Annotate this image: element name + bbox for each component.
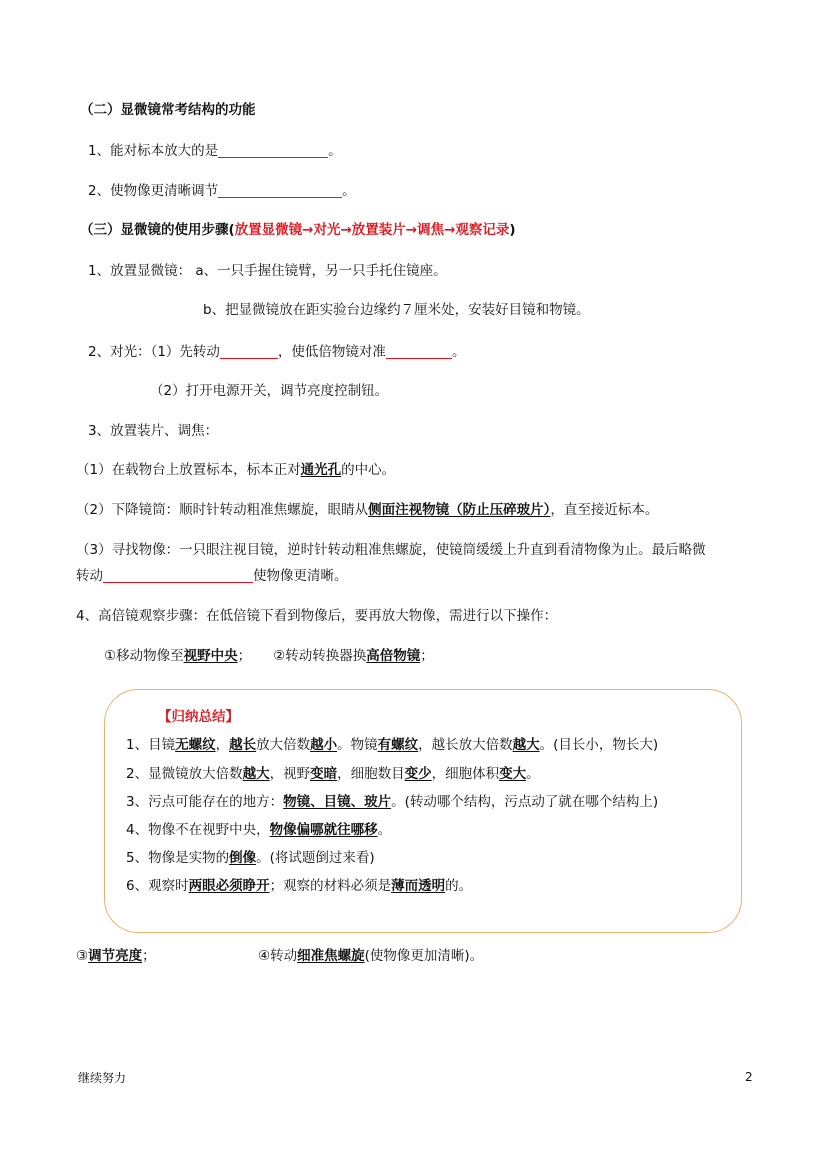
summary-title: 【归纳总结】 — [158, 709, 239, 725]
summary-1-keyword: 越长 — [229, 737, 257, 753]
op-3-end: ； — [142, 948, 156, 964]
question-1-end: 。 — [328, 143, 342, 159]
summary-1-keyword: 无螺纹 — [175, 737, 216, 753]
question-2-end: 。 — [342, 183, 356, 199]
op-4 — [258, 946, 483, 966]
question-2-text: 2、使物像更清晰调节 — [88, 183, 219, 199]
summary-2-keyword: 变少 — [404, 766, 432, 782]
summary-2-text: ，细胞体积 — [431, 766, 500, 782]
step-2-mid: ，使低倍物镜对准 — [277, 344, 386, 360]
summary-6-text: ；观察的材料必须是 — [269, 878, 392, 894]
step-3: 3、放置装片、调焦： — [88, 423, 219, 439]
op-4-end: (使物像更加清晰)。 — [364, 948, 484, 964]
summary-line-5 — [126, 848, 375, 868]
operations-row-1 — [104, 646, 434, 666]
summary-3-keyword: 物镜、目镜、玻片 — [283, 794, 392, 810]
summary-6-keyword: 薄而透明 — [391, 878, 446, 894]
question-1-text: 1、能对标本放大的是 — [88, 143, 219, 159]
summary-1-text: 放大倍数 — [256, 737, 311, 753]
op-2-end: ； — [420, 648, 434, 664]
answer-blank-1[interactable] — [218, 142, 328, 158]
summary-2-keyword: 越大 — [242, 766, 270, 782]
summary-6-text: 6、观察时 — [126, 878, 189, 894]
summary-line-1 — [126, 735, 658, 755]
summary-line-3 — [126, 792, 658, 812]
answer-blank-5[interactable] — [103, 567, 253, 583]
answer-blank-2[interactable] — [218, 182, 342, 198]
op-1-keyword: 视野中央 — [183, 648, 238, 664]
step-3-1-text: （1）在载物台上放置标本，标本正对 — [76, 462, 301, 478]
summary-2-keyword: 变大 — [499, 766, 527, 782]
summary-2-text: 2、显微镜放大倍数 — [126, 766, 243, 782]
summary-1-text: 。物镜 — [337, 737, 378, 753]
step-3-2-keyword: 侧面注视物镜（防止压碎玻片） — [368, 502, 551, 518]
section-3-steps: 放置显微镜→对光→放置装片→调焦→观察记录 — [234, 222, 510, 238]
step-3-2-text: （2）下降镜筒：顺时针转动粗准焦螺旋，眼睛从 — [76, 502, 369, 518]
step-3-2-end: ，直至接近标本。 — [550, 502, 659, 518]
summary-5-text: 5、物像是实物的 — [126, 850, 230, 866]
summary-5-keyword: 倒像 — [229, 850, 257, 866]
summary-2-text: 。 — [526, 766, 540, 782]
step-2 — [88, 342, 465, 362]
step-2-text: 2、对光：（1）先转动 — [88, 344, 220, 360]
section-3-title: （三）显微镜的使用步骤( — [80, 222, 235, 238]
summary-1-text: ，越长放大倍数 — [418, 737, 513, 753]
step-2-end: 。 — [451, 344, 466, 360]
summary-1-keyword: 越小 — [310, 737, 338, 753]
summary-1-text: 1、目镜 — [126, 737, 176, 753]
summary-2-text: ，视野 — [269, 766, 311, 782]
summary-1-text: 。(目长小，物长大) — [539, 737, 659, 753]
op-4-text: ④转动 — [258, 948, 298, 964]
step-4: 4、高倍镜观察步骤：在低倍镜下看到物像后，要再放大物像，需进行以下操作： — [76, 608, 558, 624]
step-3-3-end: 使物像更清晰。 — [253, 568, 348, 584]
summary-line-2 — [126, 764, 540, 784]
summary-6-keyword: 两眼必须睁开 — [188, 878, 270, 894]
summary-5-text: 。(将试题倒过来看) — [256, 850, 375, 866]
op-2-keyword: 高倍物镜 — [366, 648, 421, 664]
step-3-3-line1: （3）寻找物像：一只眼注视目镜，逆时针转动粗准焦螺旋，使镜筒缓缓上升直到看清物像为止。最后略微 — [76, 542, 706, 558]
step-1b: b、把显微镜放在距实验台边缘约７厘米处，安装好目镜和物镜。 — [203, 302, 590, 318]
op-1-end: ； — [237, 648, 252, 664]
summary-6-text: 的。 — [445, 878, 473, 894]
summary-4-text: 4、物像不在视野中央， — [126, 822, 270, 838]
summary-line-6 — [126, 876, 472, 896]
summary-1-keyword: 有螺纹 — [377, 737, 419, 753]
answer-blank-4[interactable] — [386, 343, 452, 359]
op-1-text: ①移动物像至 — [104, 648, 184, 664]
summary-2-text: ，细胞数目 — [337, 766, 405, 782]
section-2-heading: （二）显微镜常考结构的功能 — [80, 102, 256, 118]
op-4-keyword: 细准焦螺旋 — [297, 948, 365, 964]
summary-1-text: ， — [215, 737, 230, 753]
summary-2-keyword: 变暗 — [310, 766, 338, 782]
op-3 — [76, 946, 156, 966]
step-3-2 — [76, 500, 658, 520]
step-3-1-keyword: 通光孔 — [300, 462, 342, 478]
summary-4-text: 。 — [377, 822, 392, 838]
footer-motto: 继续努力 — [78, 1071, 127, 1085]
question-1 — [88, 141, 342, 161]
section-3-heading — [80, 220, 516, 240]
summary-3-text: 3、污点可能存在的地方： — [126, 794, 284, 810]
page-number: 2 — [745, 1070, 753, 1084]
summary-3-text: 。(转动哪个结构，污点动了就在哪个结构上) — [391, 794, 659, 810]
step-3-1-end: 的中心。 — [341, 462, 396, 478]
summary-4-keyword: 物像偏哪就往哪移 — [269, 822, 378, 838]
step-2b: （2）打开电源开关，调节亮度控制钮。 — [150, 383, 389, 399]
summary-line-4 — [126, 820, 391, 840]
question-2 — [88, 181, 356, 201]
step-1a: 1、放置显微镜： a、一只手握住镜臂，另一只手托住镜座。 — [88, 263, 447, 279]
answer-blank-3[interactable] — [220, 343, 278, 359]
op-3-keyword: 调节亮度 — [88, 948, 143, 964]
op-3-text: ③ — [76, 948, 89, 964]
step-3-3-text: 转动 — [76, 568, 103, 584]
summary-1-keyword: 越大 — [512, 737, 540, 753]
step-3-1 — [76, 460, 395, 480]
op-2-text: ②转动转换器换 — [273, 648, 367, 664]
section-3-close: ) — [509, 222, 516, 238]
step-3-3-line2 — [76, 566, 348, 586]
